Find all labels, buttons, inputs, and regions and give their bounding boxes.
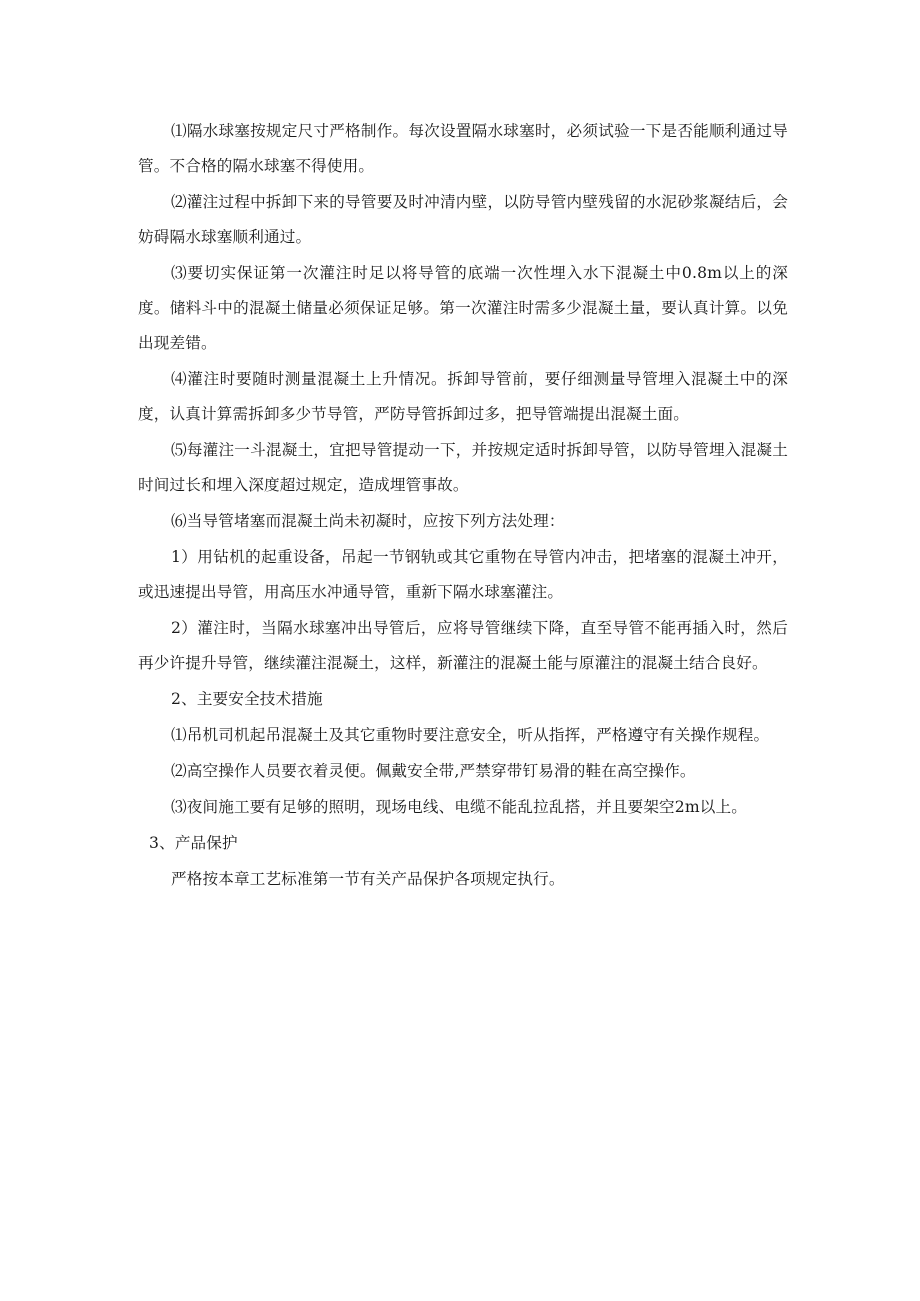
paragraph-item-1: ⑴隔水球塞按规定尺寸严格制作。每次设置隔水球塞时，必须试验一下是否能顺利通过导管。不合格的隔水球塞不得使用。 — [138, 122, 788, 175]
sub-step-2: 2）灌注时，当隔水球塞冲出导管后，应将导管继续下降，直至导管不能再插入时，然后再少许提升导管，继续灌注混凝土，这样，新灌注的混凝土能与原灌注的混凝土结合良好。 — [138, 619, 788, 672]
paragraph-item-4: ⑷灌注时要随时测量混凝土上升情况。拆卸导管前，要仔细测量导管埋入混凝土中的深度，认真计算需拆卸多少节导管，严防导管拆卸过多，把导管端提出混凝土面。 — [138, 370, 788, 423]
protection-text: 严格按本章工艺标准第一节有关产品保护各项规定执行。 — [171, 870, 565, 888]
paragraph-item-5: ⑸每灌注一斗混凝土，宜把导管提动一下，并按规定适时拆卸导管，以防导管埋入混凝土时间过长和埋入深度超过规定，造成埋管事故。 — [138, 441, 788, 494]
sub-step-1: 1）用钻机的起重设备，吊起一节钢轨或其它重物在导管内冲击，把堵塞的混凝土冲开，或迅速提出导管，用高压水冲通导管，重新下隔水球塞灌注。 — [138, 548, 788, 601]
document-page — [138, 114, 788, 898]
section-heading-safety: 2、主要安全技术措施 — [171, 690, 323, 708]
section-heading-protection: 3、产品保护 — [149, 834, 238, 852]
paragraph-item-2: ⑵灌注过程中拆卸下来的导管要及时冲清内壁，以防导管内壁残留的水泥砂浆凝结后，会妨碍隔水球塞顺利通过。 — [138, 193, 788, 246]
safety-item-3: ⑶夜间施工要有足够的照明，现场电线、电缆不能乱拉乱搭，并且要架空2m以上。 — [171, 798, 748, 816]
safety-item-2: ⑵高空操作人员要衣着灵便。佩戴安全带,严禁穿带钉易滑的鞋在高空操作。 — [171, 762, 696, 780]
paragraph-item-6: ⑹当导管堵塞而混凝土尚未初凝时，应按下列方法处理： — [171, 512, 565, 530]
safety-item-1: ⑴吊机司机起吊混凝土及其它重物时要注意安全，听从指挥，严格遵守有关操作规程。 — [171, 726, 770, 744]
paragraph-item-3: ⑶要切实保证第一次灌注时足以将导管的底端一次性埋入水下混凝土中0.8m以上的深度。储料斗中的混凝土储量必须保证足够。第一次灌注时需多少混凝土量，要认真计算。以免出现差错。 — [138, 264, 788, 352]
